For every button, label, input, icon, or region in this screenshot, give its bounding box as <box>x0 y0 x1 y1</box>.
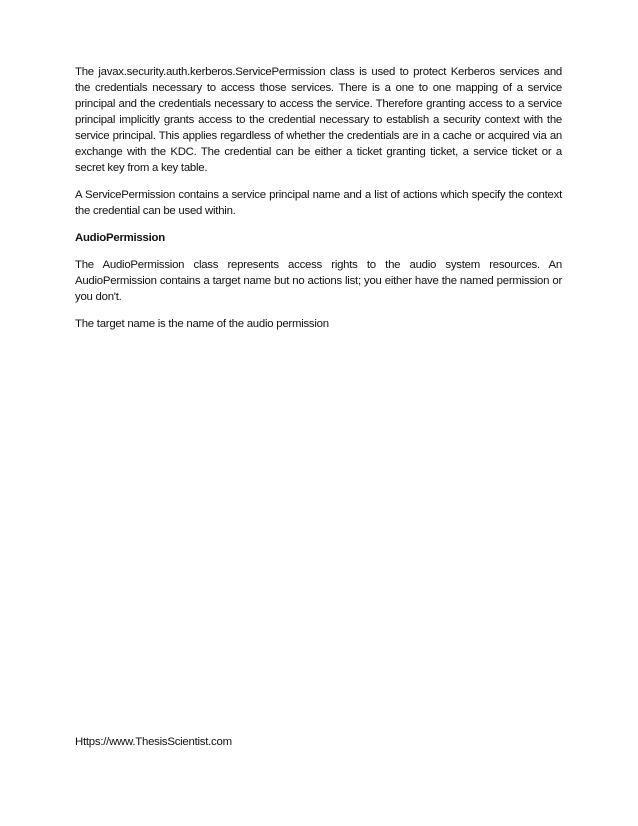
paragraph-audio-permission-intro: The AudioPermission class represents access rights to the audio system resources. An AudioPermission contains a target name but no actions list; you either have the named permission or you don't. <box>75 259 562 303</box>
section-heading-audio-permission: AudioPermission <box>75 232 165 244</box>
paragraph-service-permission-contents: A ServicePermission contains a service principal name and a list of actions which specify the context the credential can be used within. <box>75 189 562 217</box>
page-content <box>75 64 562 343</box>
paragraph-audio-permission-target: The target name is the name of the audio permission <box>75 318 329 330</box>
paragraph-service-permission-intro: The javax.security.auth.kerberos.ServicePermission class is used to protect Kerberos services and the credentials necessary to access those services. There is a one to one mapping of a service principal and the credentials necessary to access the service. Therefore granting access to a service principal implicitly grants access to the credential necessary to establish a security context with the service principal. This applies regardless of whether the credentials are in a cache or acquired via an exchange with the KDC. The credential can be either a ticket granting ticket, a service ticket or a secret key from a key table. <box>75 66 562 174</box>
footer-url: Https://www.ThesisScientist.com <box>75 736 232 748</box>
